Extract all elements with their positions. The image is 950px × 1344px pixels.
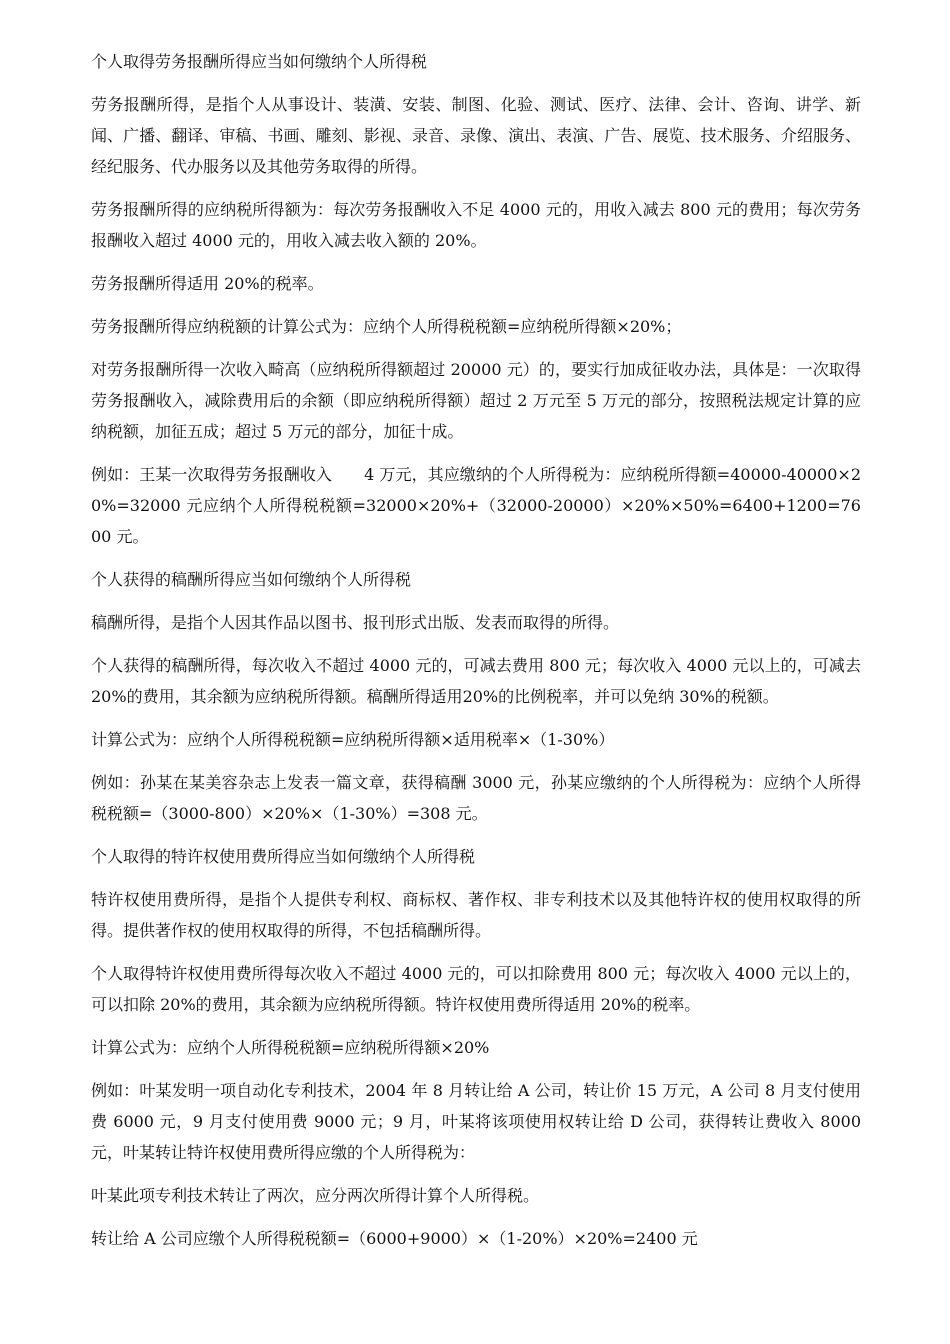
paragraph-royalty-deduction: 个人获得的稿酬所得，每次收入不超过 4000 元的，可减去费用 800 元；每次收入 4000 元以上的，可减去 20%的费用，其余额为应纳税所得额。稿酬所得适用20%的比例税率，并可以免纳 30%的税额。 <box>91 656 861 706</box>
paragraph-labor-surcharge: 对劳务报酬所得一次收入畸高（应纳税所得额超过 20000 元）的，要实行加成征收办法，具体是：一次取得劳务报酬收入，减除费用后的余额（即应纳税所得额）超过 2 万元至 5 万元的部分，按照税法规定计算的应纳税额，加征五成；超过 5 万元的部分，加征十成。 <box>91 360 861 441</box>
paragraph-labor-tax-rate: 劳务报酬所得适用 20%的税率。 <box>91 274 324 293</box>
paragraph-franchise-definition: 特许权使用费所得，是指个人提供专利权、商标权、著作权、非专利技术以及其他特许权的使用权取得的所得。提供著作权的使用权取得的所得，不包括稿酬所得。 <box>91 890 861 940</box>
paragraph-franchise-deduction: 个人取得特许权使用费所得每次收入不超过 4000 元的，可以扣除费用 800 元；每次收入 4000 元以上的，可以扣除 20%的费用，其余额为应纳税所得额。特许权使用费所得适用 20%的税率。 <box>91 964 861 1014</box>
paragraph-labor-taxable-income: 劳务报酬所得的应纳税所得额为：每次劳务报酬收入不足 4000 元的，用收入减去 800 元的费用；每次劳务报酬收入超过 4000 元的，用收入减去收入额的 20%。 <box>91 200 861 250</box>
paragraph-royalty-formula: 计算公式为：应纳个人所得税税额=应纳税所得额×适用税率×（1-30%） <box>91 730 615 749</box>
paragraph-royalty-definition: 稿酬所得，是指个人因其作品以图书、报刊形式出版、发表而取得的所得。 <box>91 613 620 632</box>
section-heading-royalty-remuneration: 个人获得的稿酬所得应当如何缴纳个人所得税 <box>91 570 412 589</box>
section-heading-franchise-fee: 个人取得的特许权使用费所得应当如何缴纳个人所得税 <box>91 847 476 866</box>
paragraph-royalty-example: 例如：孙某在某美容杂志上发表一篇文章，获得稿酬 3000 元，孙某应缴纳的个人所得税为：应纳个人所得税税额=（3000-800）×20%×（1-30%）=308 元。 <box>91 773 861 823</box>
paragraph-franchise-two-transfers: 叶某此项专利技术转让了两次，应分两次所得计算个人所得税。 <box>91 1186 540 1205</box>
paragraph-franchise-formula: 计算公式为：应纳个人所得税税额=应纳税所得额×20% <box>91 1038 490 1057</box>
section-heading-labor-remuneration: 个人取得劳务报酬所得应当如何缴纳个人所得税 <box>91 52 428 71</box>
document-page <box>91 46 861 1266</box>
paragraph-labor-definition: 劳务报酬所得，是指个人从事设计、装潢、安装、制图、化验、测试、医疗、法律、会计、咨询、讲学、新闻、广播、翻译、审稿、书画、雕刻、影视、录音、录像、演出、表演、广告、展览、技术服务、介绍服务、经纪服务、代办服务以及其他劳务取得的所得。 <box>91 95 861 176</box>
paragraph-franchise-example: 例如：叶某发明一项自动化专利技术，2004 年 8 月转让给 A 公司，转让价 15 万元，A 公司 8 月支付使用费 6000 元，9 月支付使用费 9000 元；9 月，叶某将该项使用权转让给 D 公司，获得转让费收入 8000 元，叶某转让特许权使用费所得应缴的个人所得税为： <box>91 1081 861 1162</box>
paragraph-labor-formula: 劳务报酬所得应纳税额的计算公式为：应纳个人所得税税额=应纳税所得额×20%； <box>91 317 682 336</box>
paragraph-labor-example: 例如：王某一次取得劳务报酬收入 4 万元，其应缴纳的个人所得税为：应纳税所得额=40000-40000×20%=32000 元应纳个人所得税税额=32000×20%+（32000-20000）×20%×50%=6400+1200=7600 元。 <box>91 465 861 546</box>
paragraph-franchise-company-a-tax: 转让给 A 公司应缴个人所得税税额=（6000+9000）×（1-20%）×20%=2400 元 <box>91 1229 698 1248</box>
